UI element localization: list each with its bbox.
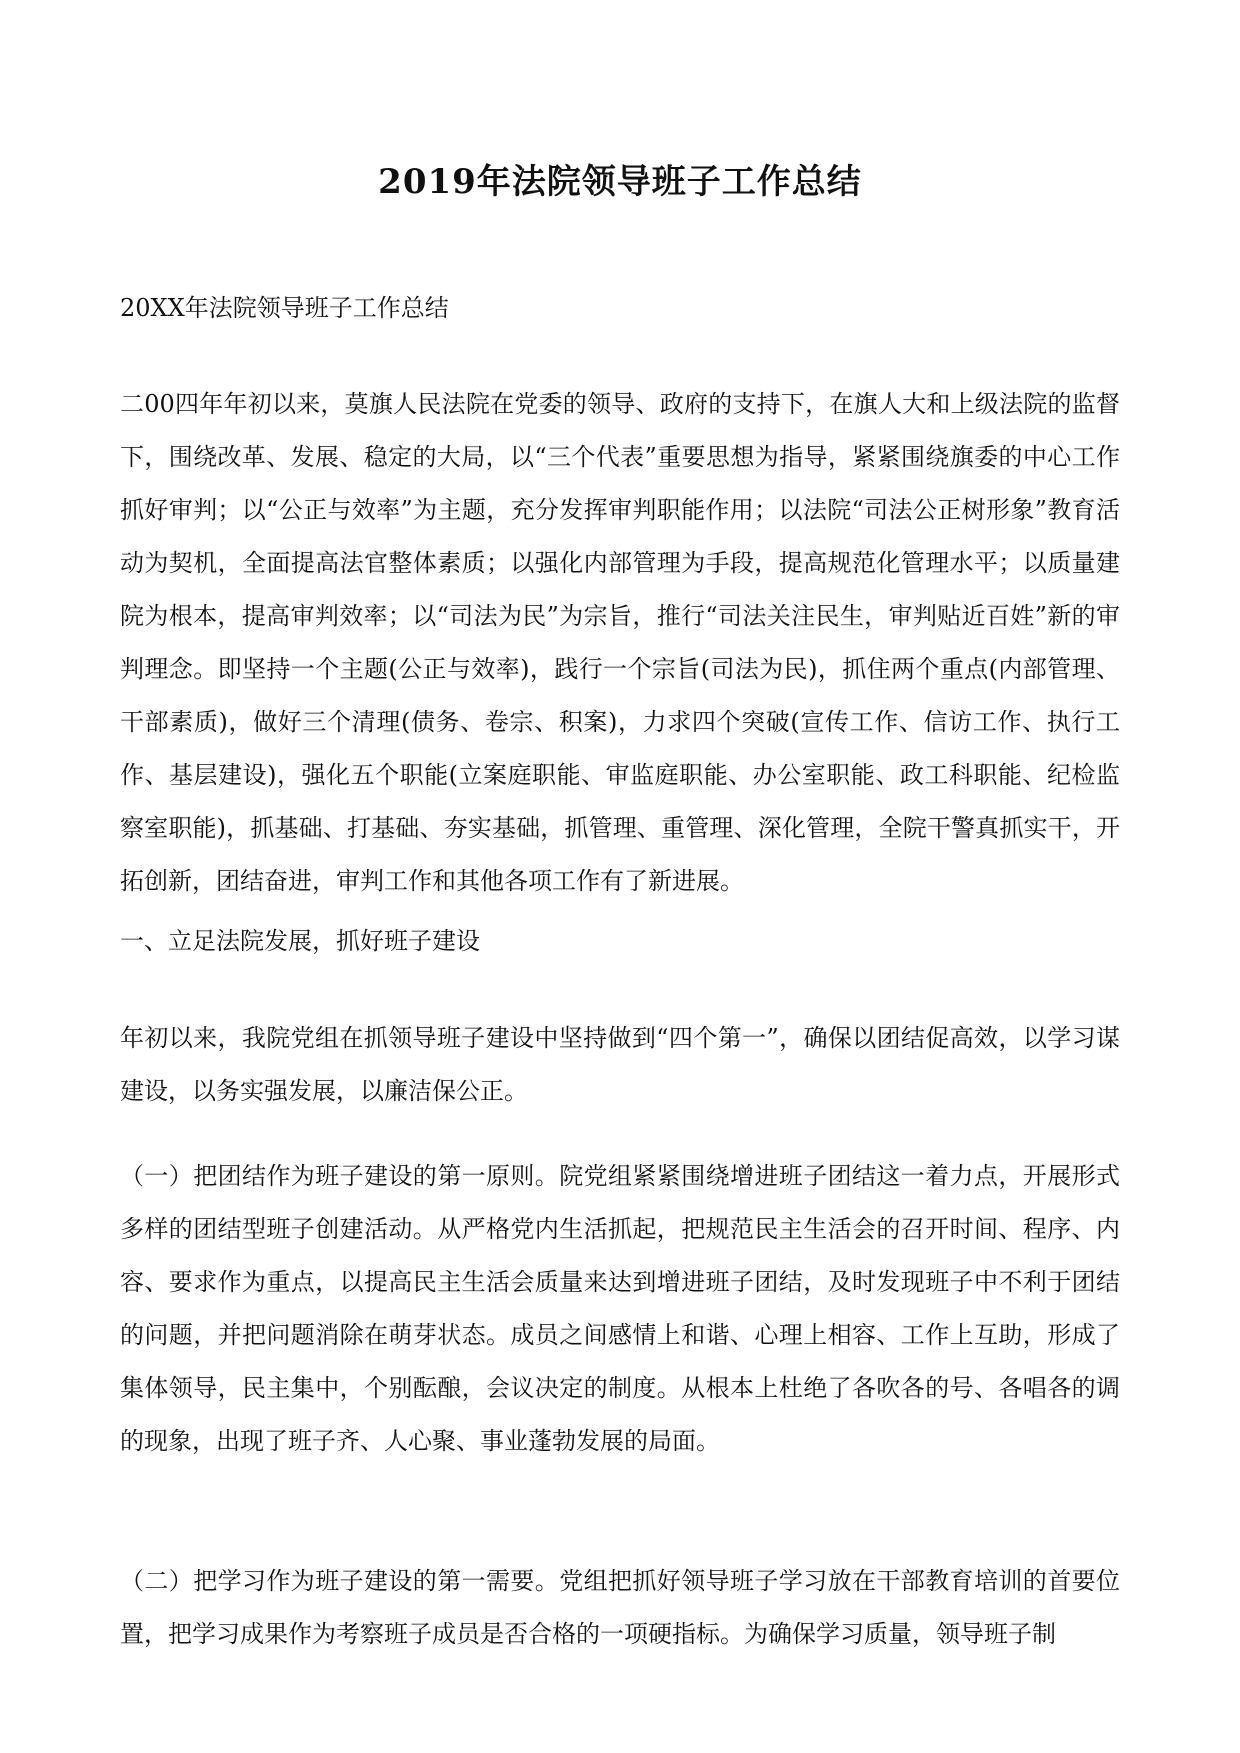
section-intro-paragraph: 年初以来，我院党组在抓领导班子建设中坚持做到“四个第一”，确保以团结促高效，以学习谋建设，以务实强发展，以廉洁保公正。: [120, 1024, 1120, 1105]
section-heading: 一、立足法院发展，抓好班子建设: [120, 927, 480, 955]
document-title: 2019年法院领导班子工作总结: [378, 162, 862, 202]
item-two-paragraph: （二）把学习作为班子建设的第一需要。党组把抓好领导班子学习放在干部教育培训的首要位置，把学习成果作为考察班子成员是否合格的一项硬指标。为确保学习质量，领导班子制: [120, 1567, 1120, 1648]
item-one-paragraph: （一）把团结作为班子建设的第一原则。院党组紧紧围绕增进班子团结这一着力点，开展形式多样的团结型班子创建活动。从严格党内生活抓起，把规范民主生活会的召开时间、程序、内容、要求作为重点，以提高民主生活会质量来达到增进班子团结，及时发现班子中不利于团结的问题，并把问题消除在萌芽状态。成员之间感情上和谐、心理上相容、工作上互助，形成了集体领导，民主集中，个别酝酿，会议决定的制度。从根本上杜绝了各吹各的号、各唱各的调的现象，出现了班子齐、人心聚、事业蓬勃发展的局面。: [120, 1162, 1120, 1455]
intro-paragraph: 二00四年年初以来，莫旗人民法院在党委的领导、政府的支持下，在旗人大和上级法院的监督下，围绕改革、发展、稳定的大局，以“三个代表”重要思想为指导，紧紧围绕旗委的中心工作抓好审判；以“公正与效率”为主题，充分发挥审判职能作用；以法院“司法公正树形象”教育活动为契机，全面提高法官整体素质；以强化内部管理为手段，提高规范化管理水平；以质量建院为根本，提高审判效率；以“司法为民”为宗旨，推行“司法关注民生，审判贴近百姓”新的审判理念。即坚持一个主题(公正与效率)，践行一个宗旨(司法为民)，抓住两个重点(内部管理、干部素质)，做好三个清理(债务、卷宗、积案)，力求四个突破(宣传工作、信访工作、执行工作、基层建设)，强化五个职能(立案庭职能、审监庭职能、办公室职能、政工科职能、纪检监察室职能)，抓基础、打基础、夯实基础，抓管理、重管理、深化管理，全院干警真抓实干，开拓创新，团结奋进，审判工作和其他各项工作有了新进展。: [120, 390, 1120, 895]
document-subtitle: 20XX年法院领导班子工作总结: [120, 294, 449, 322]
